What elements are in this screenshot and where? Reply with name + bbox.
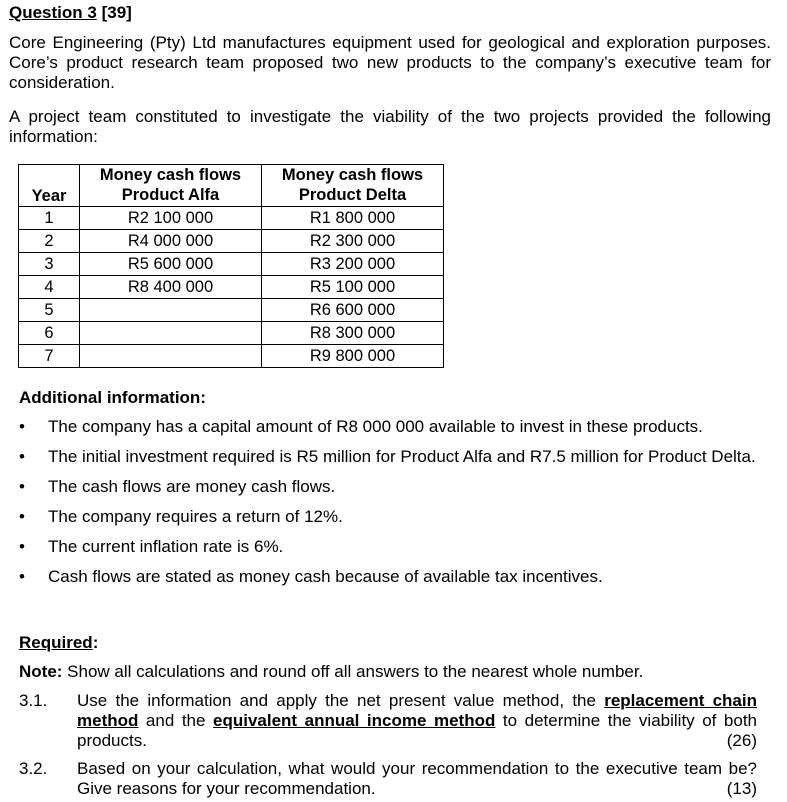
cell-alfa	[80, 299, 262, 322]
cell-delta: R6 600 000	[262, 299, 444, 322]
cell-alfa	[80, 345, 262, 368]
question-total-marks: [39]	[101, 3, 132, 22]
question-heading	[9, 3, 132, 23]
question-3-2-marks: (13)	[726, 779, 757, 798]
cell-delta: R1 800 000	[262, 207, 444, 230]
cell-delta: R9 800 000	[262, 345, 444, 368]
list-item: • The initial investment required is R5 million for Product Alfa and R7.5 million for Product Delta.	[19, 447, 756, 466]
project-paragraph: A project team constituted to investigate the viability of the two projects provided the following information:	[9, 107, 771, 146]
note-text: Show all calculations and round off all answers to the nearest whole number.	[62, 662, 644, 681]
list-item: • The current inflation rate is 6%.	[19, 537, 284, 556]
bullet-icon: •	[19, 537, 25, 556]
list-item: • Cash flows are stated as money cash because of available tax incentives.	[19, 567, 603, 586]
question-3-1-number: 3.1.	[19, 691, 48, 710]
cell-year: 3	[19, 253, 80, 276]
note-label: Note:	[19, 662, 63, 681]
question-3-1-marks: (26)	[726, 731, 757, 750]
question-3-2-text: Based on your calculation, what would your recommendation to the executive team be? Give reasons for your recommendation. (13)	[77, 759, 757, 798]
cash-flow-table	[18, 164, 444, 368]
replacement-chain-term: replacement chain method	[77, 691, 757, 730]
table-row	[19, 253, 444, 276]
question-number: Question 3	[9, 3, 97, 22]
cell-delta: R8 300 000	[262, 322, 444, 345]
table-row	[19, 207, 444, 230]
cell-alfa: R5 600 000	[80, 253, 262, 276]
bullet-icon: •	[19, 477, 25, 496]
note-line	[19, 662, 643, 682]
intro-paragraph: Core Engineering (Pty) Ltd manufactures equipment used for geological and exploration purposes. Core’s product research team proposed two new products to the company’s executive team for consideration.	[9, 33, 771, 92]
list-item: • The company has a capital amount of R8 000 000 available to invest in these products.	[19, 417, 703, 436]
table-header-row	[19, 165, 444, 207]
table-row	[19, 230, 444, 253]
table-row	[19, 345, 444, 368]
additional-info-list	[19, 417, 764, 597]
cell-delta: R5 100 000	[262, 276, 444, 299]
question-3-1-text: Use the information and apply the net present value method, the replacement chain method and the equivalent annual income method to determine the viability of both products. (26)	[77, 691, 757, 750]
cell-year: 2	[19, 230, 80, 253]
cell-delta: R3 200 000	[262, 253, 444, 276]
bullet-icon: •	[19, 417, 25, 436]
bullet-icon: •	[19, 507, 25, 526]
cell-alfa	[80, 322, 262, 345]
list-item: • The company requires a return of 12%.	[19, 507, 343, 526]
cell-delta: R2 300 000	[262, 230, 444, 253]
additional-info-title: Additional information:	[19, 388, 206, 407]
cell-year: 4	[19, 276, 80, 299]
cell-alfa: R8 400 000	[80, 276, 262, 299]
cell-year: 7	[19, 345, 80, 368]
question-3-2-number: 3.2.	[19, 759, 48, 778]
cell-year: 6	[19, 322, 80, 345]
cell-year: 5	[19, 299, 80, 322]
bullet-icon: •	[19, 567, 25, 586]
equivalent-annual-income-term: equivalent annual income method	[213, 711, 496, 730]
question-3-2	[19, 759, 757, 799]
question-3-1	[19, 691, 757, 751]
list-item: • The cash flows are money cash flows.	[19, 477, 336, 496]
cell-alfa: R2 100 000	[80, 207, 262, 230]
bullet-icon: •	[19, 447, 25, 466]
table-row	[19, 299, 444, 322]
header-product-alfa: Money cash flows Product Alfa	[80, 165, 262, 207]
required-title: Required:	[19, 633, 99, 652]
header-year: Year	[19, 165, 80, 207]
cell-alfa: R4 000 000	[80, 230, 262, 253]
table-row	[19, 276, 444, 299]
table-row	[19, 322, 444, 345]
header-product-delta: Money cash flows Product Delta	[262, 165, 444, 207]
cell-year: 1	[19, 207, 80, 230]
